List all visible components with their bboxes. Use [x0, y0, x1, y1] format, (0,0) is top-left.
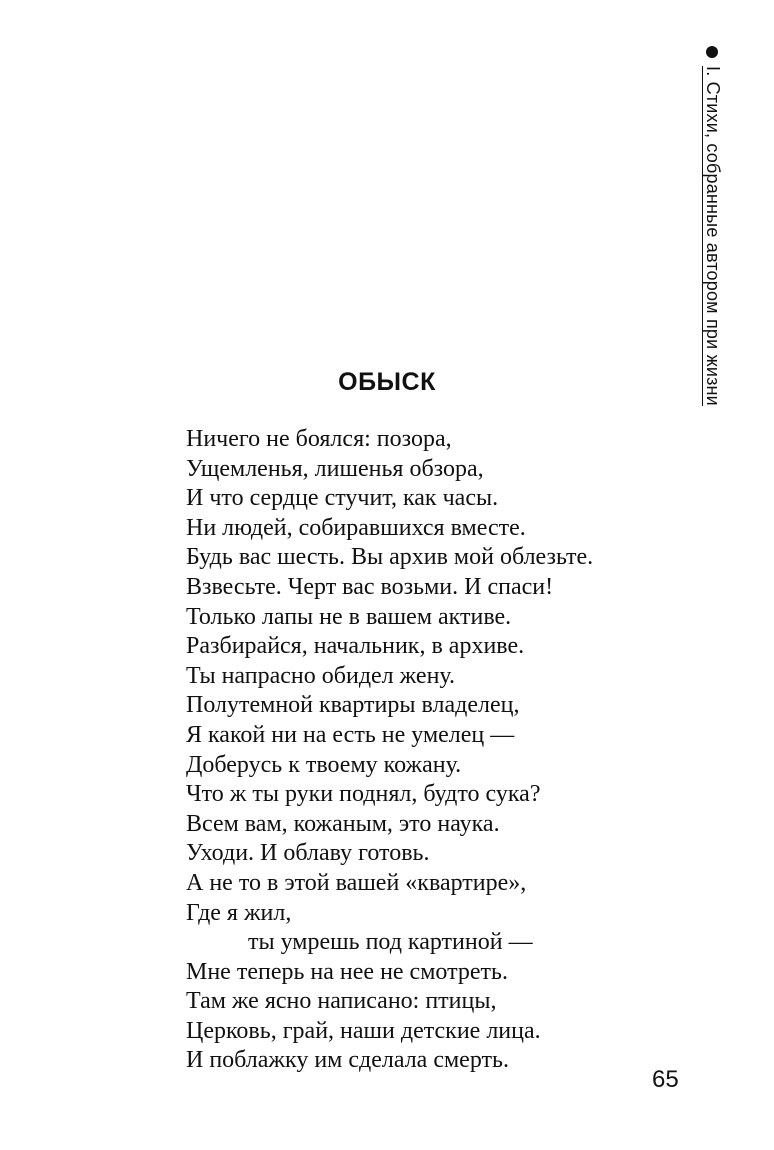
- poem-line: Взвесьте. Черт вас возьми. И спаси!: [186, 573, 554, 600]
- poem-line: Полутемной квартиры владелец,: [186, 692, 520, 719]
- poem-line: Только лапы не в вашем активе.: [186, 603, 512, 630]
- poem-line: Доберусь к твоему кожану.: [186, 751, 462, 778]
- poem-line: Там же ясно написано: птицы,: [186, 988, 497, 1015]
- poem-line: И что сердце стучит, как часы.: [186, 485, 499, 512]
- poem-line: А не то в этой вашей «квартире»,: [186, 869, 527, 896]
- poem-title: ОБЫСК: [338, 368, 436, 396]
- poem-line: Ущемленья, лишенья обзора,: [186, 455, 484, 482]
- filled-circle-icon: [706, 46, 718, 58]
- poem-body: [186, 425, 706, 1076]
- poem-line: Всем вам, кожаным, это наука.: [186, 810, 500, 837]
- poem-line: Будь вас шесть. Вы архив мой облезьте.: [186, 544, 594, 571]
- poem-line: Ни людей, собиравшихся вместе.: [186, 514, 526, 541]
- poem-line: Ты напрасно обидел жену.: [186, 662, 456, 689]
- poem-line: Что ж ты руки поднял, будто сука?: [186, 781, 541, 808]
- poem-line: ты умрешь под картиной —: [248, 929, 533, 956]
- poem-line: Ничего не боялся: позора,: [186, 426, 452, 452]
- poem-line: Мне теперь на нее не смотреть.: [186, 958, 508, 985]
- poem-line: Церковь, грай, наши детские лица.: [186, 1017, 541, 1044]
- poem-line: Разбирайся, начальник, в архиве.: [186, 633, 525, 660]
- poem-line: И поблажку им сделала смерть.: [186, 1047, 509, 1074]
- page-number: 65: [652, 1066, 679, 1093]
- running-head-text: I. Стихи, собранные автором при жизни: [703, 66, 723, 406]
- running-header: [694, 46, 723, 406]
- poem-line: Я какой ни на есть не умелец —: [186, 721, 515, 748]
- poem-line: Где я жил,: [186, 899, 292, 926]
- poem-line: Уходи. И облаву готовь.: [186, 840, 430, 867]
- running-header-rotated: [702, 46, 722, 406]
